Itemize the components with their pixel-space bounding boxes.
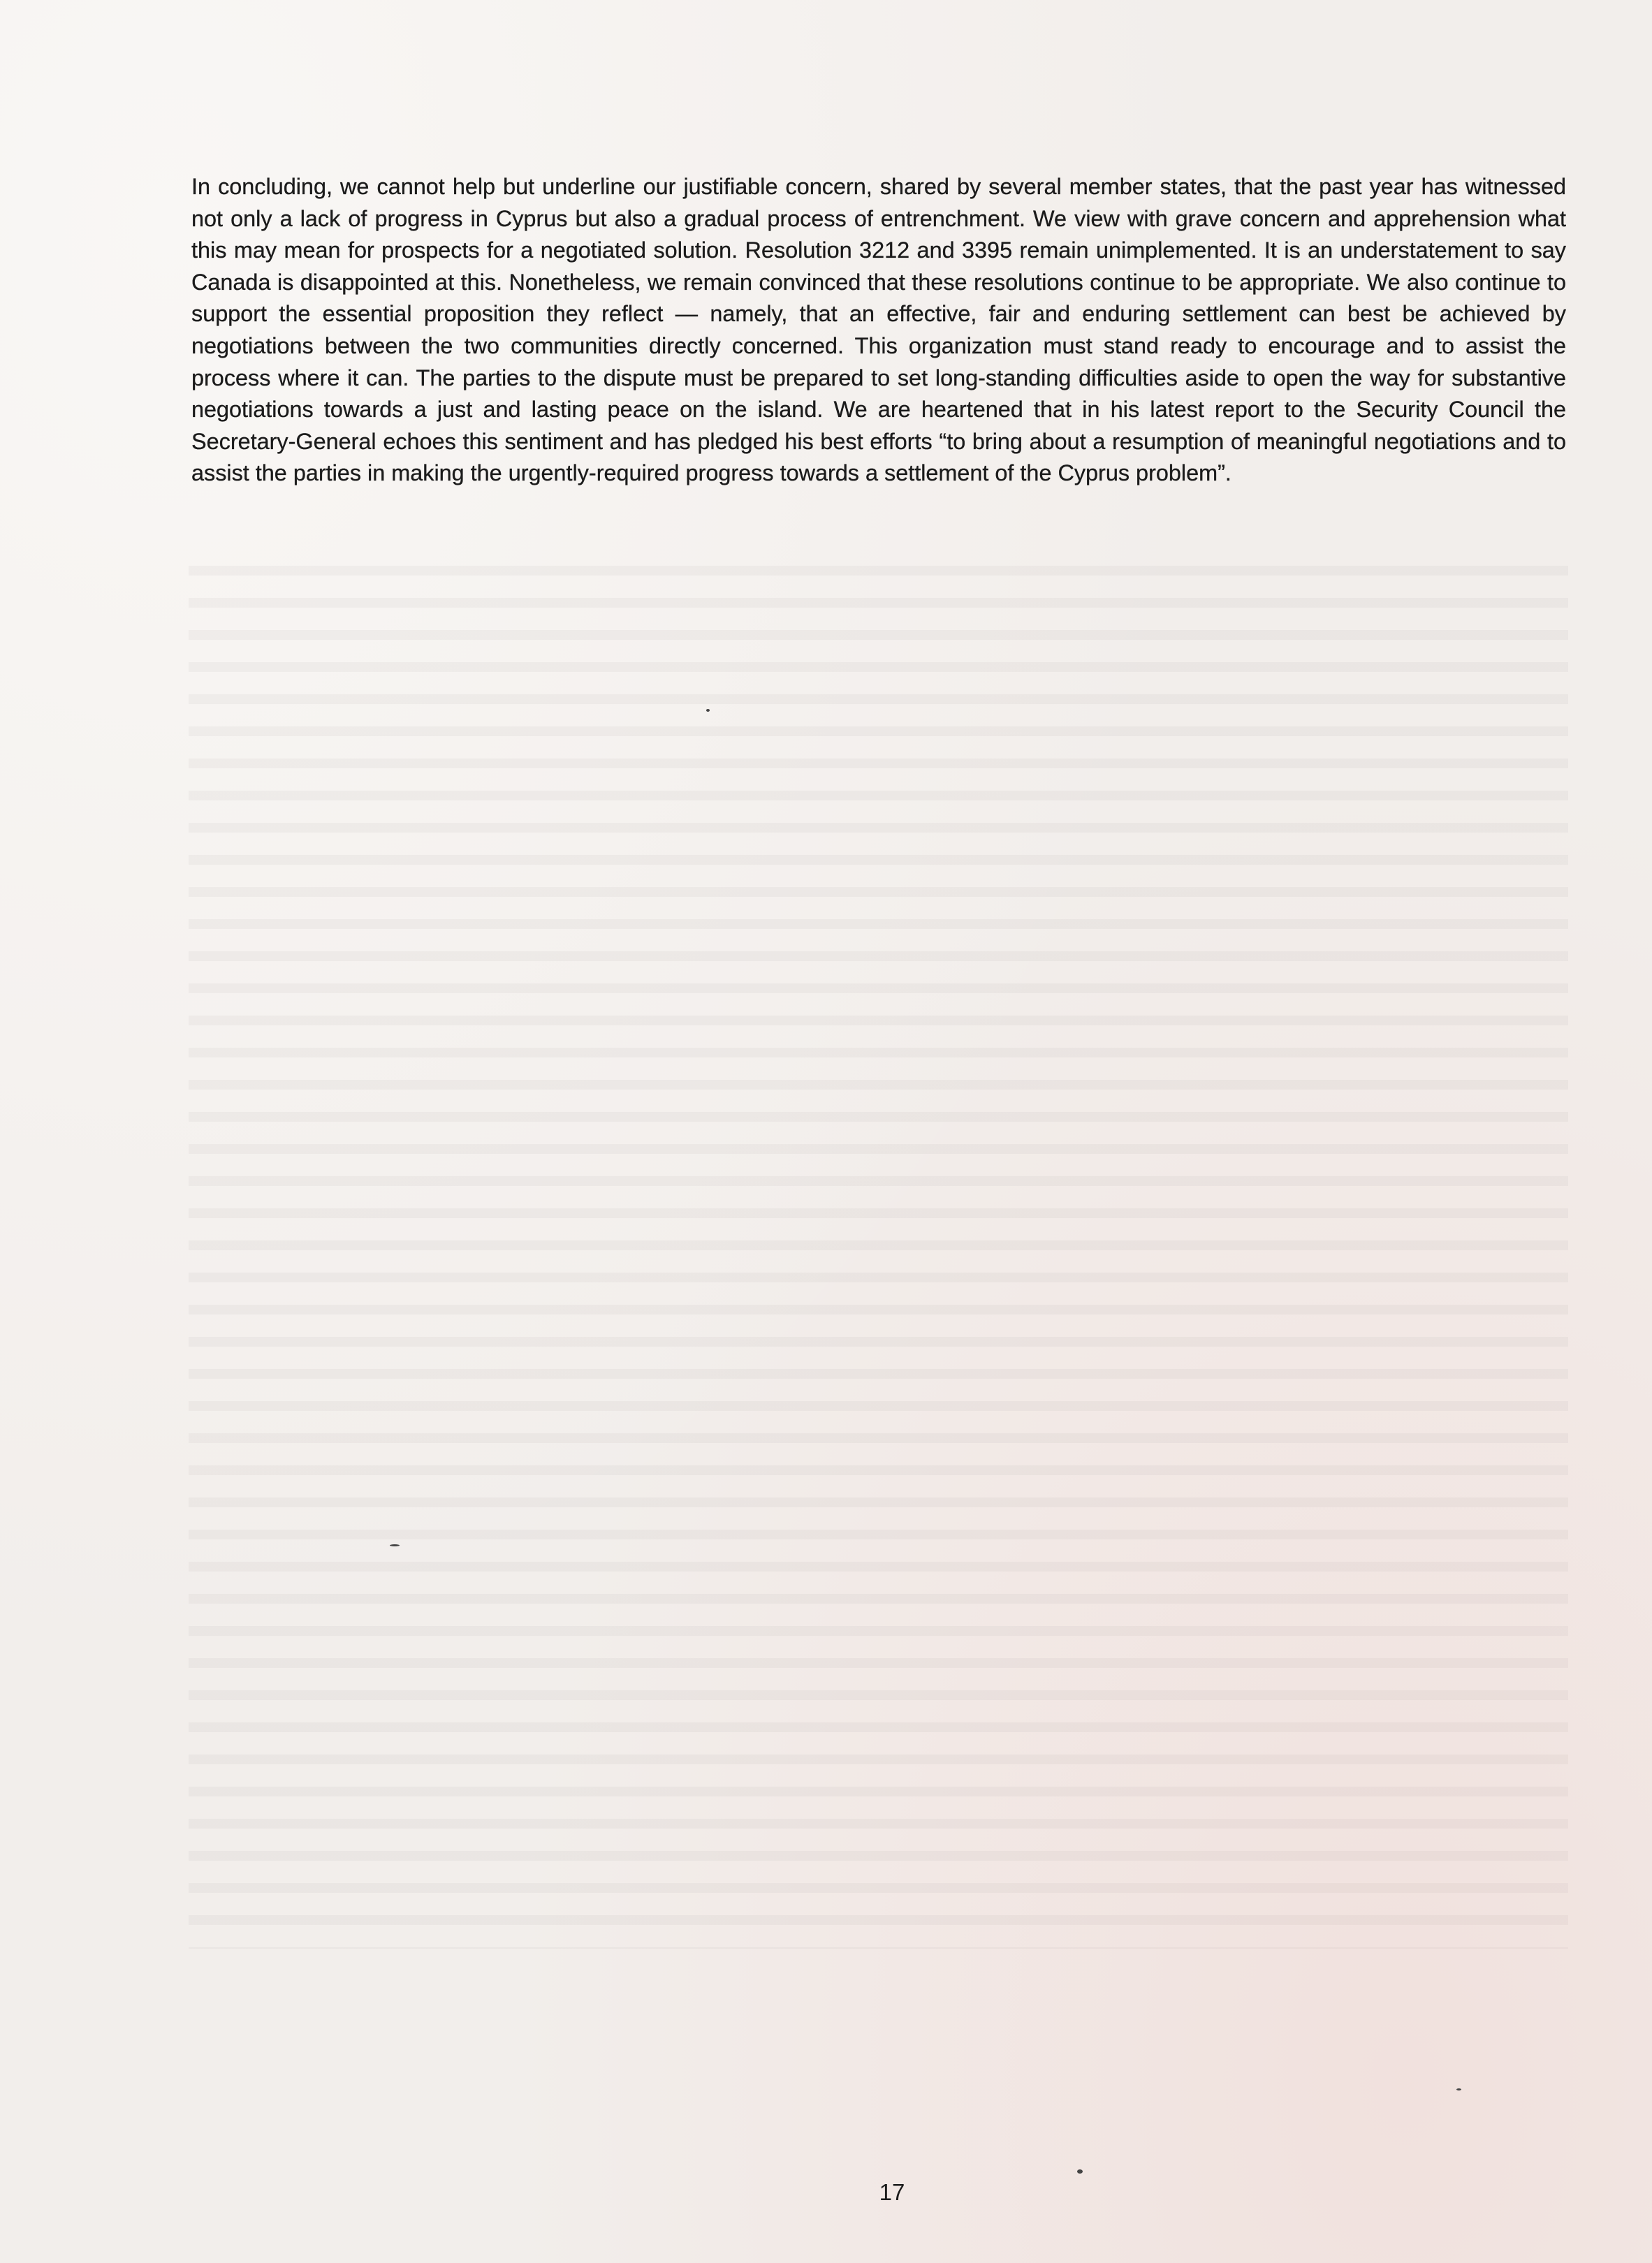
paper-speck [706, 709, 710, 712]
paper-speck [390, 1544, 400, 1546]
paper-speck [1456, 2088, 1461, 2090]
show-through-text [189, 552, 1568, 1949]
body-paragraph: In concluding, we cannot help but underline our justifiable concern, shared by several member states, that the past year has witnessed not only a lack of progress in Cyprus but also a gradual process of entrenchment. We view with grave concern and apprehension what this may mean for prospects for a negotiated solution. Resolution 3212 and 3395 remain unimplemented. It is an understatement to say Canada is disappointed at this. Nonetheless, we remain convinced that these resolutions continue to be appropriate. We also continue to support the essential proposition they reflect — namely, that an effective, fair and enduring settlement can best be achieved by negotiations between the two communities directly concerned. This organization must stand ready to encourage and to assist the process where it can. The parties to the dispute must be prepared to set long-standing difficulties aside to open the way for substantive negotiations towards a just and lasting peace on the island. We are heartened that in his latest report to the Security Council the Secretary-General echoes this sentiment and has pledged his best efforts “to bring about a resumption of meaningful negotiations and to assist the parties in making the urgently-required progress towards a settlement of the Cyprus problem”. [191, 174, 1566, 486]
page-number: 17 [879, 2179, 905, 2205]
paper-speck [1077, 2169, 1083, 2174]
